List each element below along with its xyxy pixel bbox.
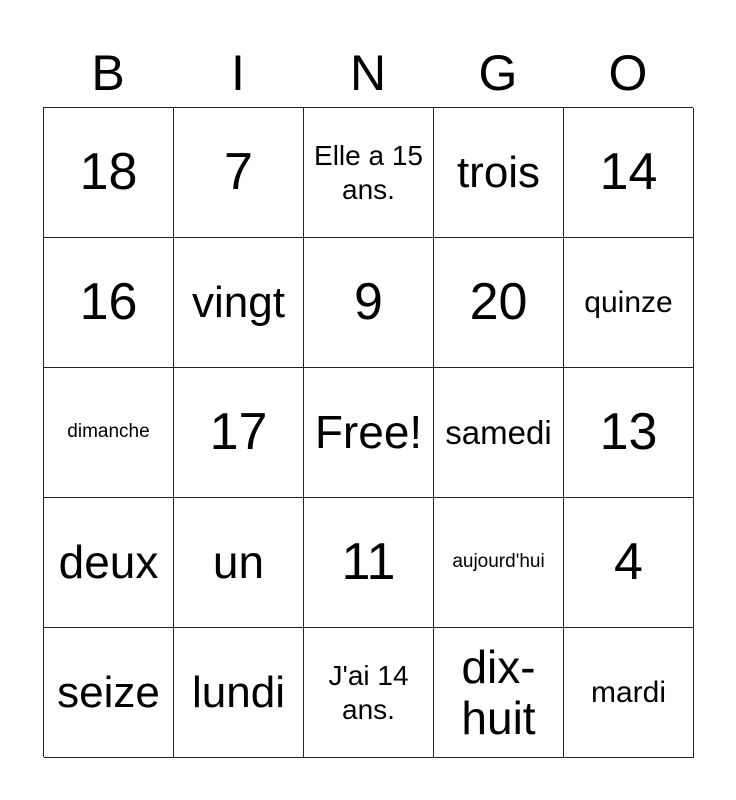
cell-text: 18 <box>79 142 138 201</box>
cell-text: trois <box>456 147 541 197</box>
bingo-cell[interactable] <box>174 238 304 368</box>
bingo-cell[interactable] <box>174 108 304 238</box>
cell-text: 14 <box>599 142 658 201</box>
cell-text: deux <box>58 536 159 589</box>
header-letter-b: B <box>91 45 125 101</box>
free-space-label: Free! <box>314 406 423 459</box>
free-space-cell[interactable] <box>304 368 434 498</box>
cell-text: quinze <box>584 285 673 319</box>
cell-text: 4 <box>614 532 643 591</box>
cell-text: 11 <box>341 532 396 591</box>
bingo-cell[interactable] <box>304 108 434 238</box>
bingo-cell[interactable] <box>304 628 434 758</box>
cell-text: mardi <box>590 675 666 709</box>
bingo-cell[interactable] <box>564 498 694 628</box>
bingo-cell[interactable] <box>174 628 304 758</box>
bingo-board <box>43 107 693 757</box>
bingo-cell[interactable] <box>304 498 434 628</box>
bingo-cell[interactable] <box>434 498 564 628</box>
cell-text: aujourd'hui <box>452 551 545 573</box>
cell-text: 13 <box>599 402 658 461</box>
cell-text: 16 <box>79 272 138 331</box>
bingo-cell[interactable] <box>44 238 174 368</box>
bingo-cell[interactable] <box>174 498 304 628</box>
cell-text: 17 <box>209 402 268 461</box>
cell-text: 9 <box>354 272 383 331</box>
bingo-cell[interactable] <box>564 368 694 498</box>
bingo-cell[interactable] <box>564 238 694 368</box>
header-letter-n: N <box>349 45 387 101</box>
bingo-cell[interactable] <box>564 628 694 758</box>
bingo-cell[interactable] <box>434 238 564 368</box>
cell-text: seize <box>57 667 160 717</box>
cell-text: samedi <box>445 413 552 451</box>
cell-text: vingt <box>192 277 285 327</box>
bingo-header <box>43 40 693 106</box>
bingo-cell[interactable] <box>434 368 564 498</box>
cell-text: lundi <box>192 667 285 717</box>
bingo-cell[interactable] <box>434 108 564 238</box>
header-letter-o: O <box>608 45 648 101</box>
bingo-cell[interactable] <box>174 368 304 498</box>
bingo-cell[interactable] <box>44 368 174 498</box>
cell-text: dix-huit <box>461 640 536 744</box>
cell-text: 7 <box>224 142 253 201</box>
bingo-cell[interactable] <box>44 108 174 238</box>
header-letter-i: I <box>231 45 245 101</box>
bingo-cell[interactable] <box>44 498 174 628</box>
cell-text: 20 <box>469 272 528 331</box>
cell-text: J'ai 14 ans. <box>328 659 409 725</box>
bingo-cell[interactable] <box>434 628 564 758</box>
header-letter-g: G <box>478 45 518 101</box>
bingo-cell[interactable] <box>44 628 174 758</box>
cell-text: dimanche <box>67 421 150 443</box>
bingo-cell[interactable] <box>304 238 434 368</box>
bingo-cell[interactable] <box>564 108 694 238</box>
cell-text: Elle a 15 ans. <box>314 139 423 205</box>
cell-text: un <box>212 536 265 589</box>
